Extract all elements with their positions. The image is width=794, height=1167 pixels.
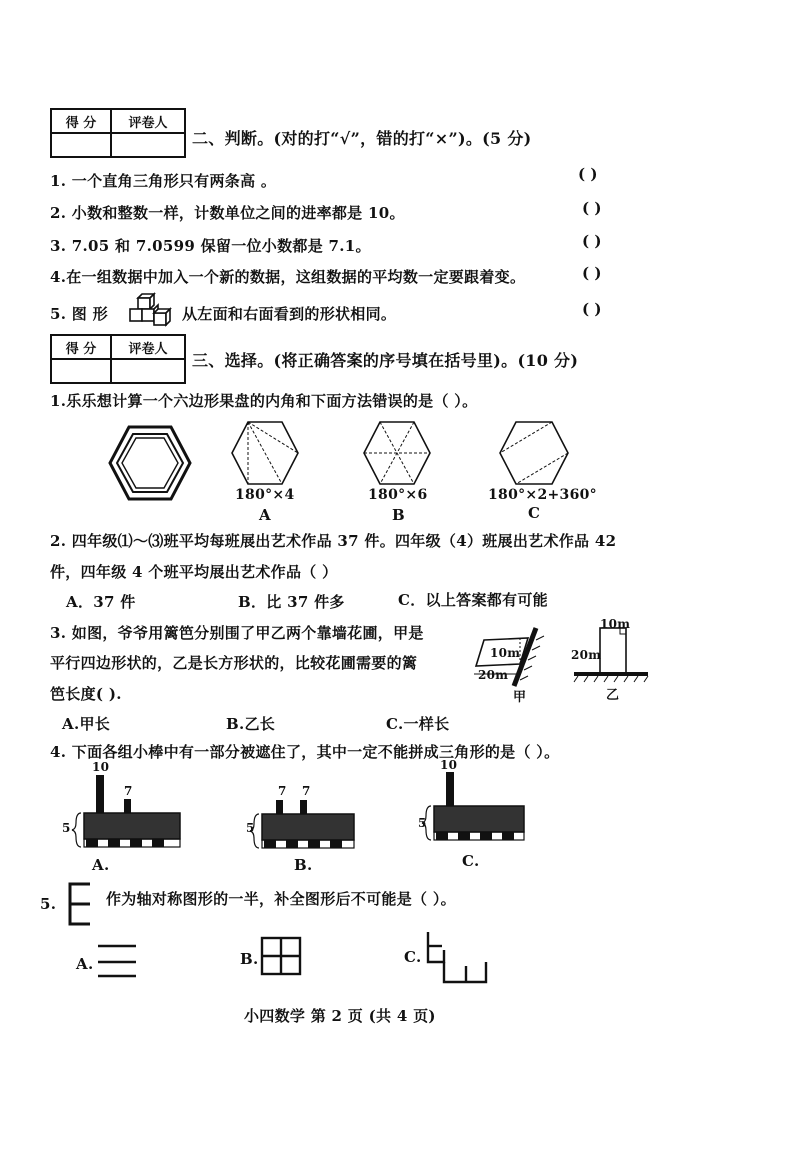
q2-option-a[interactable]: A．37 件 (66, 593, 136, 611)
q1-option-a[interactable]: A (259, 506, 271, 524)
q5-shape-b (258, 934, 304, 978)
q3-option-c[interactable]: C.一样长 (386, 715, 450, 733)
judge-answer-1[interactable]: ( ) (578, 165, 598, 183)
hexagon-option-c (498, 420, 570, 486)
grader-label-2: 评卷人 (111, 335, 185, 359)
section2-title: 二、判断。(对的打“√”，错的打“×”)。(5 分) (192, 129, 532, 148)
stick-a-label-10: 10 (92, 760, 110, 774)
garden-jia-figure (470, 624, 550, 700)
hexagon-option-a (230, 420, 300, 486)
yi-name: 乙 (606, 688, 620, 703)
hexagon-tray-figure (108, 425, 192, 501)
jia-height-label: 10m (490, 646, 521, 660)
page-footer: 小四数学 第 2 页 (共 4 页) (244, 1007, 436, 1025)
q5-number: 5. (40, 895, 57, 913)
q2-line2: 件，四年级 4 个班平均展出艺术作品（ ） (50, 563, 338, 581)
stick-a-label-7: 7 (124, 784, 133, 798)
grader-cell-2[interactable] (111, 359, 185, 383)
stick-group-a (72, 763, 182, 859)
judge-item-1: 1. 一个直角三角形只有两条高 。 (50, 172, 277, 190)
q4-option-b[interactable]: B. (294, 856, 313, 874)
stick-c-side-5: 5 (418, 816, 427, 830)
judge-item-4: 4.在一组数据中加入一个新的数据，这组数据的平均数一定要跟着变。 (50, 268, 526, 286)
jia-name: 甲 (513, 690, 527, 705)
grader-label: 评卷人 (111, 109, 185, 133)
hexagon-option-b (362, 420, 432, 486)
q2-option-c[interactable]: C．以上答案都有可能 (398, 591, 548, 609)
q1-option-b[interactable]: B (392, 506, 405, 524)
judge-answer-3[interactable]: ( ) (582, 232, 602, 250)
q1-option-c[interactable]: C (528, 504, 541, 522)
judge-answer-4[interactable]: ( ) (582, 264, 602, 282)
yi-length-label: 20m (571, 648, 602, 662)
judge-item-3: 3. 7.05 和 7.0599 保留一位小数都是 7.1。 (50, 237, 371, 255)
judge-item-5-prefix: 5. 图 形 (50, 305, 108, 323)
q5-question: 作为轴对称图形的一半，补全图形后不可能是（ ）。 (106, 890, 456, 908)
q3-line1: 3. 如图，爷爷用篱笆分别围了甲乙两个靠墙花圃，甲是 (50, 624, 424, 642)
q1-caption-a: 180°×4 (235, 487, 295, 503)
q1-caption-c: 180°×2+360° (488, 487, 597, 503)
q4-option-a[interactable]: A. (92, 856, 110, 874)
cube-stack-icon (128, 293, 176, 329)
judge-item-2: 2. 小数和整数一样，计数单位之间的进率都是 10。 (50, 204, 405, 222)
q2-line1: 2. 四年级⑴～⑶班平均每班展出艺术作品 37 件。四年级（4）班展出艺术作品 42 (50, 532, 617, 550)
q4-option-c[interactable]: C. (462, 852, 480, 870)
q4-question: 4. 下面各组小棒中有一部分被遮住了，其中一定不能拼成三角形的是（ ）。 (50, 743, 560, 761)
yi-width-label: 10m (600, 617, 631, 631)
score-label-2: 得 分 (51, 335, 111, 359)
stick-c-label-10: 10 (440, 758, 458, 772)
q3-option-a[interactable]: A.甲长 (62, 715, 111, 733)
stick-group-c (420, 760, 530, 856)
q1-caption-b: 180°×6 (368, 487, 428, 503)
q3-option-b[interactable]: B.乙长 (226, 715, 276, 733)
q5-shape-c (424, 928, 490, 988)
score-label: 得 分 (51, 109, 111, 133)
judge-answer-5[interactable]: ( ) (582, 300, 602, 318)
jia-base-label: 20m (478, 668, 509, 682)
score-cell-2[interactable] (51, 359, 111, 383)
section3-title: 三、选择。(将正确答案的序号填在括号里)。(10 分) (192, 351, 579, 370)
q3-line2: 平行四边形状的，乙是长方形状的，比较花圃需要的篱 (50, 654, 418, 672)
q5-shape-a (94, 942, 138, 980)
q3-line3: 笆长度( ). (50, 685, 122, 703)
score-box (50, 108, 186, 158)
q1-question: 1.乐乐想计算一个六边形果盘的内角和下面方法错误的是（ ）。 (50, 392, 478, 410)
judge-item-5-text: 从左面和右面看到的形状相同。 (182, 305, 397, 323)
judge-answer-2[interactable]: ( ) (582, 199, 602, 217)
stick-group-b (250, 790, 360, 860)
stick-b-label-7b: 7 (302, 784, 311, 798)
stick-a-side-5: 5 (62, 821, 71, 835)
q5-option-c[interactable]: C. (404, 948, 422, 966)
stick-b-label-7a: 7 (278, 784, 287, 798)
score-box-2 (50, 334, 186, 384)
half-shape-figure (66, 880, 94, 928)
q2-option-b[interactable]: B．比 37 件多 (238, 593, 345, 611)
score-cell[interactable] (51, 133, 111, 157)
q5-option-a[interactable]: A. (76, 955, 94, 973)
stick-b-side-5: 5 (246, 821, 255, 835)
grader-cell[interactable] (111, 133, 185, 157)
q5-option-b[interactable]: B. (240, 950, 259, 968)
